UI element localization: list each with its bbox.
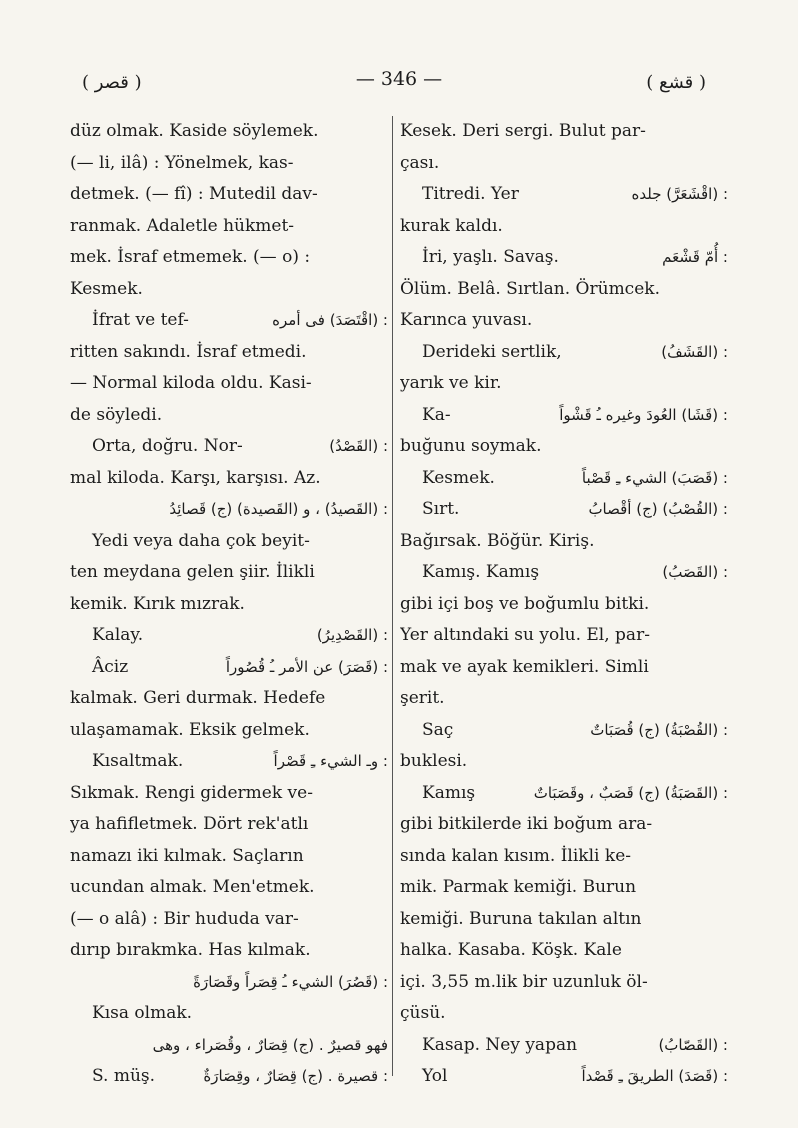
dictionary-line [70, 337, 388, 369]
entry-text: (— o alâ) : Bir hududa var- [70, 908, 299, 929]
dictionary-line [70, 211, 388, 243]
dictionary-line [400, 242, 728, 274]
dictionary-line [70, 116, 388, 148]
entry-text: kemik. Kırık mızrak. [70, 593, 245, 614]
right-column [400, 116, 728, 1093]
entry-text: Titredi. Yer [422, 184, 519, 204]
entry-text: Ka- [422, 404, 451, 425]
arabic-headword: : (قَصَرَ) عن الأمر ـُ قُصُوراً [225, 657, 388, 676]
dictionary-line [70, 683, 388, 715]
dictionary-line [400, 494, 728, 526]
entry-text: detmek. (— fî) : Mutedil dav- [70, 184, 318, 204]
entry-text: Sırt. [422, 499, 460, 519]
dictionary-line [70, 809, 388, 841]
dictionary-line [400, 305, 728, 337]
entry-text: sında kalan kısım. İlikli ke- [400, 845, 631, 866]
dictionary-line [400, 463, 728, 495]
dictionary-line [400, 778, 728, 810]
arabic-headword: : (قَصَدَ) الطريقَ ـِ قَصْداً [581, 1067, 728, 1085]
entry-text: düz olmak. Kaside söylemek. [70, 121, 319, 141]
dictionary-line [400, 841, 728, 873]
page-number: — 346 — [355, 68, 443, 90]
arabic-headword: : (اقْتَصَدَ) فى أمره [272, 311, 388, 329]
entry-text: buklesi. [400, 751, 468, 771]
entry-text: mak ve ayak kemikleri. Simli [400, 656, 649, 677]
entry-text: Kasap. Ney yapan [422, 1034, 578, 1055]
dictionary-line [400, 715, 728, 747]
dictionary-line [70, 557, 388, 589]
dictionary-line [400, 620, 728, 652]
dictionary-line [70, 746, 388, 778]
entry-text: ucundan almak. Men'etmek. [70, 877, 315, 897]
dictionary-line [70, 148, 388, 180]
dictionary-line [70, 431, 388, 463]
entry-text: Kesmek. [422, 467, 495, 488]
dictionary-line [70, 967, 388, 999]
entry-text: Yedi veya daha çok beyit- [92, 530, 310, 551]
dictionary-line [400, 431, 728, 463]
entry-text: (— li, ilâ) : Yönelmek, kas- [70, 152, 294, 173]
entry-text: Kısa olmak. [92, 1003, 193, 1023]
arabic-headword: : (القَشَفُ) [661, 342, 728, 361]
arabic-headword: : (قَشَا) العُودَ وغيره ـُ قَشْواً [559, 405, 728, 424]
dictionary-line [400, 557, 728, 589]
dictionary-line [400, 148, 728, 180]
dictionary-line [70, 998, 388, 1030]
arabic-headword: : (القُصْبُ) (ج) أقْصابُ [588, 500, 728, 518]
entry-text: Saç [422, 719, 454, 740]
entry-text: Kesmek. [70, 278, 143, 299]
arabic-headword: : (اقْشَعَرَّ) جلده [631, 185, 728, 203]
entry-text: Âciz [92, 656, 129, 677]
dictionary-line [70, 368, 388, 400]
arabic-headword: : (قَصُرَ) الشيء ـُ قِصَراً وقَصَارَةً [193, 972, 388, 991]
entry-text: ten meydana gelen şiir. İlikli [70, 562, 315, 582]
dictionary-line [400, 967, 728, 999]
dictionary-line [400, 179, 728, 211]
dictionary-line [400, 589, 728, 621]
dictionary-line [400, 274, 728, 306]
dictionary-line [400, 904, 728, 936]
entry-text: İri, yaşlı. Savaş. [422, 247, 559, 267]
entry-text: Kesek. Deri sergi. Bulut par- [400, 121, 646, 141]
dictionary-line [400, 746, 728, 778]
dictionary-line [400, 809, 728, 841]
dictionary-line [400, 872, 728, 904]
entry-text: ritten sakındı. İsraf etmedi. [70, 341, 307, 362]
dictionary-line [400, 652, 728, 684]
dictionary-line [70, 715, 388, 747]
entry-text: ranmak. Adaletle hükmet- [70, 215, 295, 236]
dictionary-line [70, 620, 388, 652]
entry-text: — Normal kiloda oldu. Kasi- [70, 373, 312, 393]
entry-text: kurak kaldı. [400, 215, 503, 236]
entry-text: Derideki sertlik, [422, 341, 562, 362]
dictionary-line [70, 935, 388, 967]
entry-text: ya hafifletmek. Dört rek'atlı [70, 814, 309, 834]
entry-text: Kamış. Kamış [422, 562, 540, 582]
entry-text: gibi bitkilerde iki boğum ara- [400, 814, 653, 834]
entry-text: içi. 3,55 m.lik bir uzunluk öl- [400, 971, 648, 992]
dictionary-line [70, 904, 388, 936]
entry-text: namazı iki kılmak. Saçların [70, 845, 304, 866]
dictionary-line [70, 1030, 388, 1062]
entry-text: Ölüm. Belâ. Sırtlan. Örümcek. [400, 278, 660, 299]
entry-text: mek. İsraf etmemek. (— o) : [70, 247, 311, 267]
dictionary-line [400, 337, 728, 369]
arabic-headword: : أُمّ قَشْعَم [662, 248, 728, 266]
dictionary-line [400, 1030, 728, 1062]
dictionary-line [70, 494, 388, 526]
entry-text: şerit. [400, 688, 445, 708]
dictionary-line [400, 935, 728, 967]
dictionary-line [400, 400, 728, 432]
dictionary-line [70, 841, 388, 873]
dictionary-line [70, 778, 388, 810]
dictionary-line [400, 368, 728, 400]
dictionary-line [400, 211, 728, 243]
entry-text: ulaşamamak. Eksik gelmek. [70, 719, 310, 740]
dictionary-line [70, 305, 388, 337]
arabic-headword: فهو قصيرٌ . (ج) قِصَارٌ ، وقُصَراء ، وهى [152, 1035, 388, 1054]
dictionary-line [70, 274, 388, 306]
arabic-headword: : وـ الشيء ـِ قَصْراً [273, 752, 388, 770]
dictionary-line [400, 116, 728, 148]
arabic-headword: : (القَصْدِيرُ) [316, 626, 388, 644]
dictionary-line [400, 526, 728, 558]
entry-text: Kalay. [92, 625, 144, 645]
entry-text: halka. Kasaba. Köşk. Kale [400, 940, 622, 960]
entry-text: S. müş. [92, 1066, 156, 1086]
header-right-root: ( قشع ) [646, 72, 706, 93]
dictionary-line [70, 179, 388, 211]
entry-text: çüsü. [400, 1003, 446, 1023]
entry-text: de söyledi. [70, 404, 163, 425]
left-column [70, 116, 388, 1093]
dictionary-line [70, 463, 388, 495]
dictionary-line [70, 1061, 388, 1093]
entry-text: mal kiloda. Karşı, karşısı. Az. [70, 467, 321, 488]
entry-text: Sıkmak. Rengi gidermek ve- [70, 782, 313, 803]
entry-text: Bağırsak. Böğür. Kiriş. [400, 530, 595, 551]
entry-text: Karınca yuvası. [400, 310, 533, 330]
header-left-root: ( قصر ) [82, 72, 142, 93]
arabic-headword: : (القَصَبُ) [662, 563, 728, 581]
arabic-headword: : قصيرة . (ج) قِصَارٌ ، وقِصَارَةٌ [203, 1067, 388, 1085]
dictionary-line [70, 872, 388, 904]
arabic-headword: : (القَصْدُ) [329, 437, 388, 455]
column-divider [392, 116, 393, 1076]
entry-text: gibi içi boş ve boğumlu bitki. [400, 593, 650, 614]
dictionary-line [70, 589, 388, 621]
arabic-headword: : (القَصَبَةُ) (ج) قَصَبٌ ، وقَصَبَاتٌ [533, 783, 728, 802]
entry-text: Kamış [422, 782, 476, 803]
entry-text: dırıp bırakmka. Has kılmak. [70, 940, 311, 960]
entry-text: yarık ve kir. [400, 373, 502, 393]
entry-text: İfrat ve tef- [92, 310, 189, 330]
dictionary-line [70, 400, 388, 432]
arabic-headword: : (القُصْبَةُ) (ج) قُصَبَاتٌ [590, 720, 728, 739]
entry-text: kemiği. Buruna takılan altın [400, 908, 642, 929]
arabic-headword: : (قَصَبَ) الشيء ـِ قَصْباً [581, 468, 728, 487]
entry-text: Yer altındaki su yolu. El, par- [400, 625, 650, 645]
entry-text: Kısaltmak. [92, 751, 184, 771]
dictionary-line [400, 1061, 728, 1093]
dictionary-line [400, 683, 728, 715]
entry-text: Orta, doğru. Nor- [92, 436, 243, 456]
dictionary-line [70, 526, 388, 558]
arabic-headword: : (القَصيدُ) ، و (القَصيدة) (ج) قَصائِدُ [169, 500, 388, 518]
dictionary-line [400, 998, 728, 1030]
entry-text: Yol [422, 1066, 448, 1086]
entry-text: mik. Parmak kemiği. Burun [400, 877, 637, 897]
dictionary-line [70, 652, 388, 684]
entry-text: buğunu soymak. [400, 436, 542, 456]
entry-text: çası. [400, 152, 440, 173]
dictionary-line [70, 242, 388, 274]
arabic-headword: : (القَصّابُ) [658, 1035, 728, 1054]
entry-text: kalmak. Geri durmak. Hedefe [70, 688, 326, 708]
